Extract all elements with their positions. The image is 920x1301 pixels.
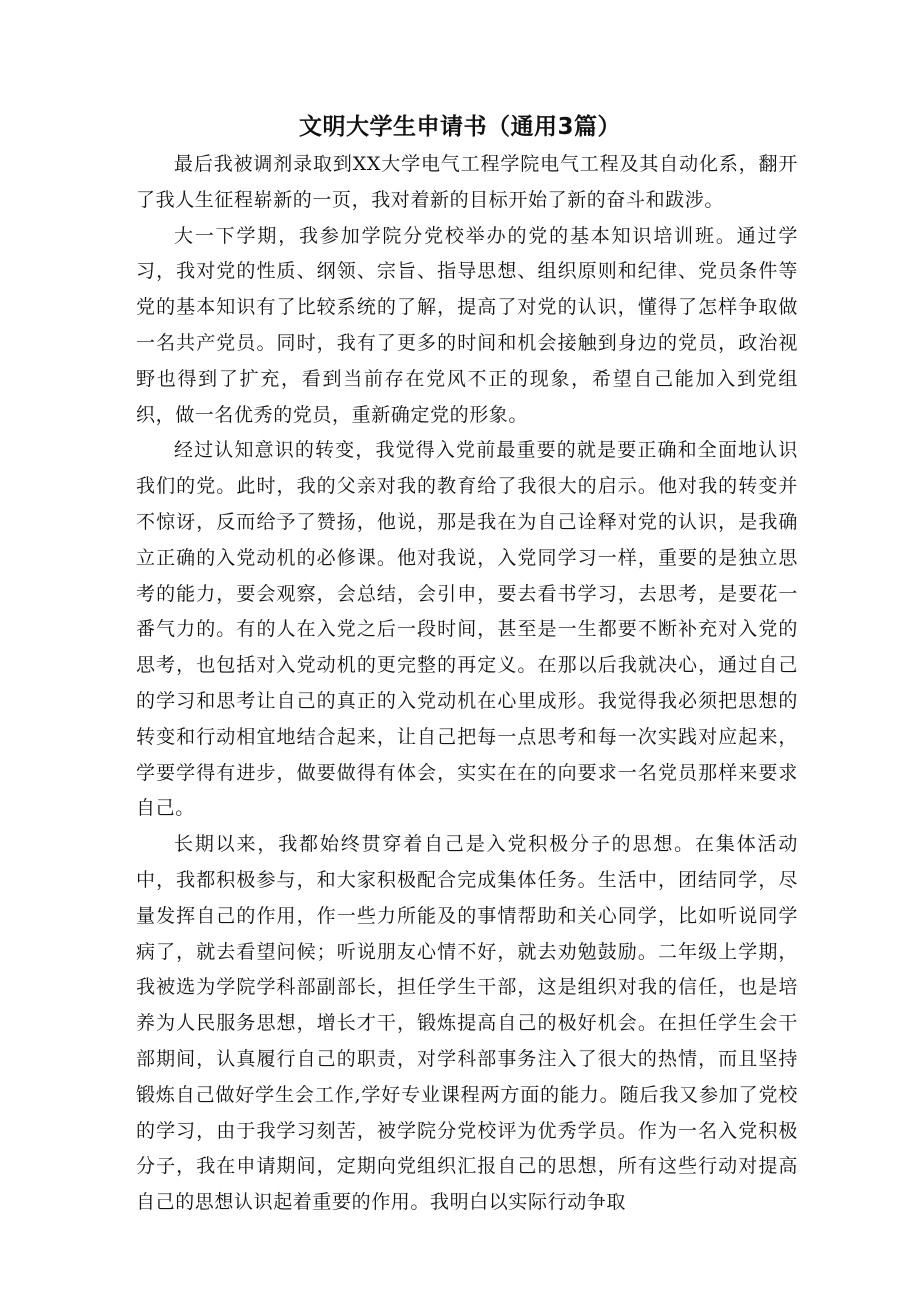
document-title: 文明大学生申请书（通用3篇） <box>298 114 621 140</box>
paragraph: 长期以来，我都始终贯穿着自己是入党积极分子的思想。在集体活动中，我都积极参与，和大家积极配合完成集体任务。生活中，团结同学，尽量发挥自己的作用，作一些力所能及的事情帮助和关心同学，比如听说同学病了，就去看望问候；听说朋友心情不好，就去劝勉鼓励。二年级上学期，我被选为学院学科部副部长，担任学生干部，这是组织对我的信任，也是培养为人民服务思想，增长才干，锻炼提高自己的极好机会。在担任学生会干部期间，认真履行自己的职责，对学科部事务注入了很大的热情，而且坚持锻炼自己做好学生会工作,学好专业课程两方面的能力。随后我又参加了党校的学习，由于我学习刻苦，被学院分党校评为优秀学员。作为一名入党积极分子，我在申请期间，定期向党组织汇报自己的思想，所有这些行动对提高自己的思想认识起着重要的作用。我明白以实际行动争取 <box>136 833 798 1214</box>
paragraph: 最后我被调剂录取到XX大学电气工程学院电气工程及其自动化系，翻开了我人生征程崭新的一页，我对着新的目标开始了新的奋斗和跋涉。 <box>136 153 798 211</box>
paragraph: 经过认知意识的转变，我觉得入党前最重要的就是要正确和全面地认识我们的党。此时，我的父亲对我的教育给了我很大的启示。他对我的转变并不惊讶，反而给予了赞扬，他说，那是我在为自己诠释对党的认识，是我确立正确的入党动机的必修课。他对我说，入党同学习一样，重要的是独立思考的能力，要会观察，会总结，会引申，要去看书学习，去思考，是要花一番气力的。有的人在入党之后一段时间，甚至是一生都要不断补充对入党的思考，也包括对入党动机的更完整的再定义。在那以后我就决心，通过自己的学习和思考让自己的真正的入党动机在心里成形。我觉得我必须把思想的转变和行动相宜地结合起来，让自己把每一点思考和每一次实践对应起来，学要学得有进步，做要做得有体会，实实在在的向要求一名党员那样来要求自己。 <box>136 439 798 820</box>
paragraph: 大一下学期，我参加学院分党校举办的党的基本知识培训班。通过学习，我对党的性质、纲领、宗旨、指导思想、组织原则和纪律、党员条件等党的基本知识有了比较系统的了解，提高了对党的认识，懂得了怎样争取做一名共产党员。同时，我有了更多的时间和机会接触到身边的党员，政治视野也得到了扩充，看到当前存在党风不正的现象，希望自己能加入到党组织，做一名优秀的党员，重新确定党的形象。 <box>136 224 798 426</box>
document-body <box>136 147 798 1221</box>
